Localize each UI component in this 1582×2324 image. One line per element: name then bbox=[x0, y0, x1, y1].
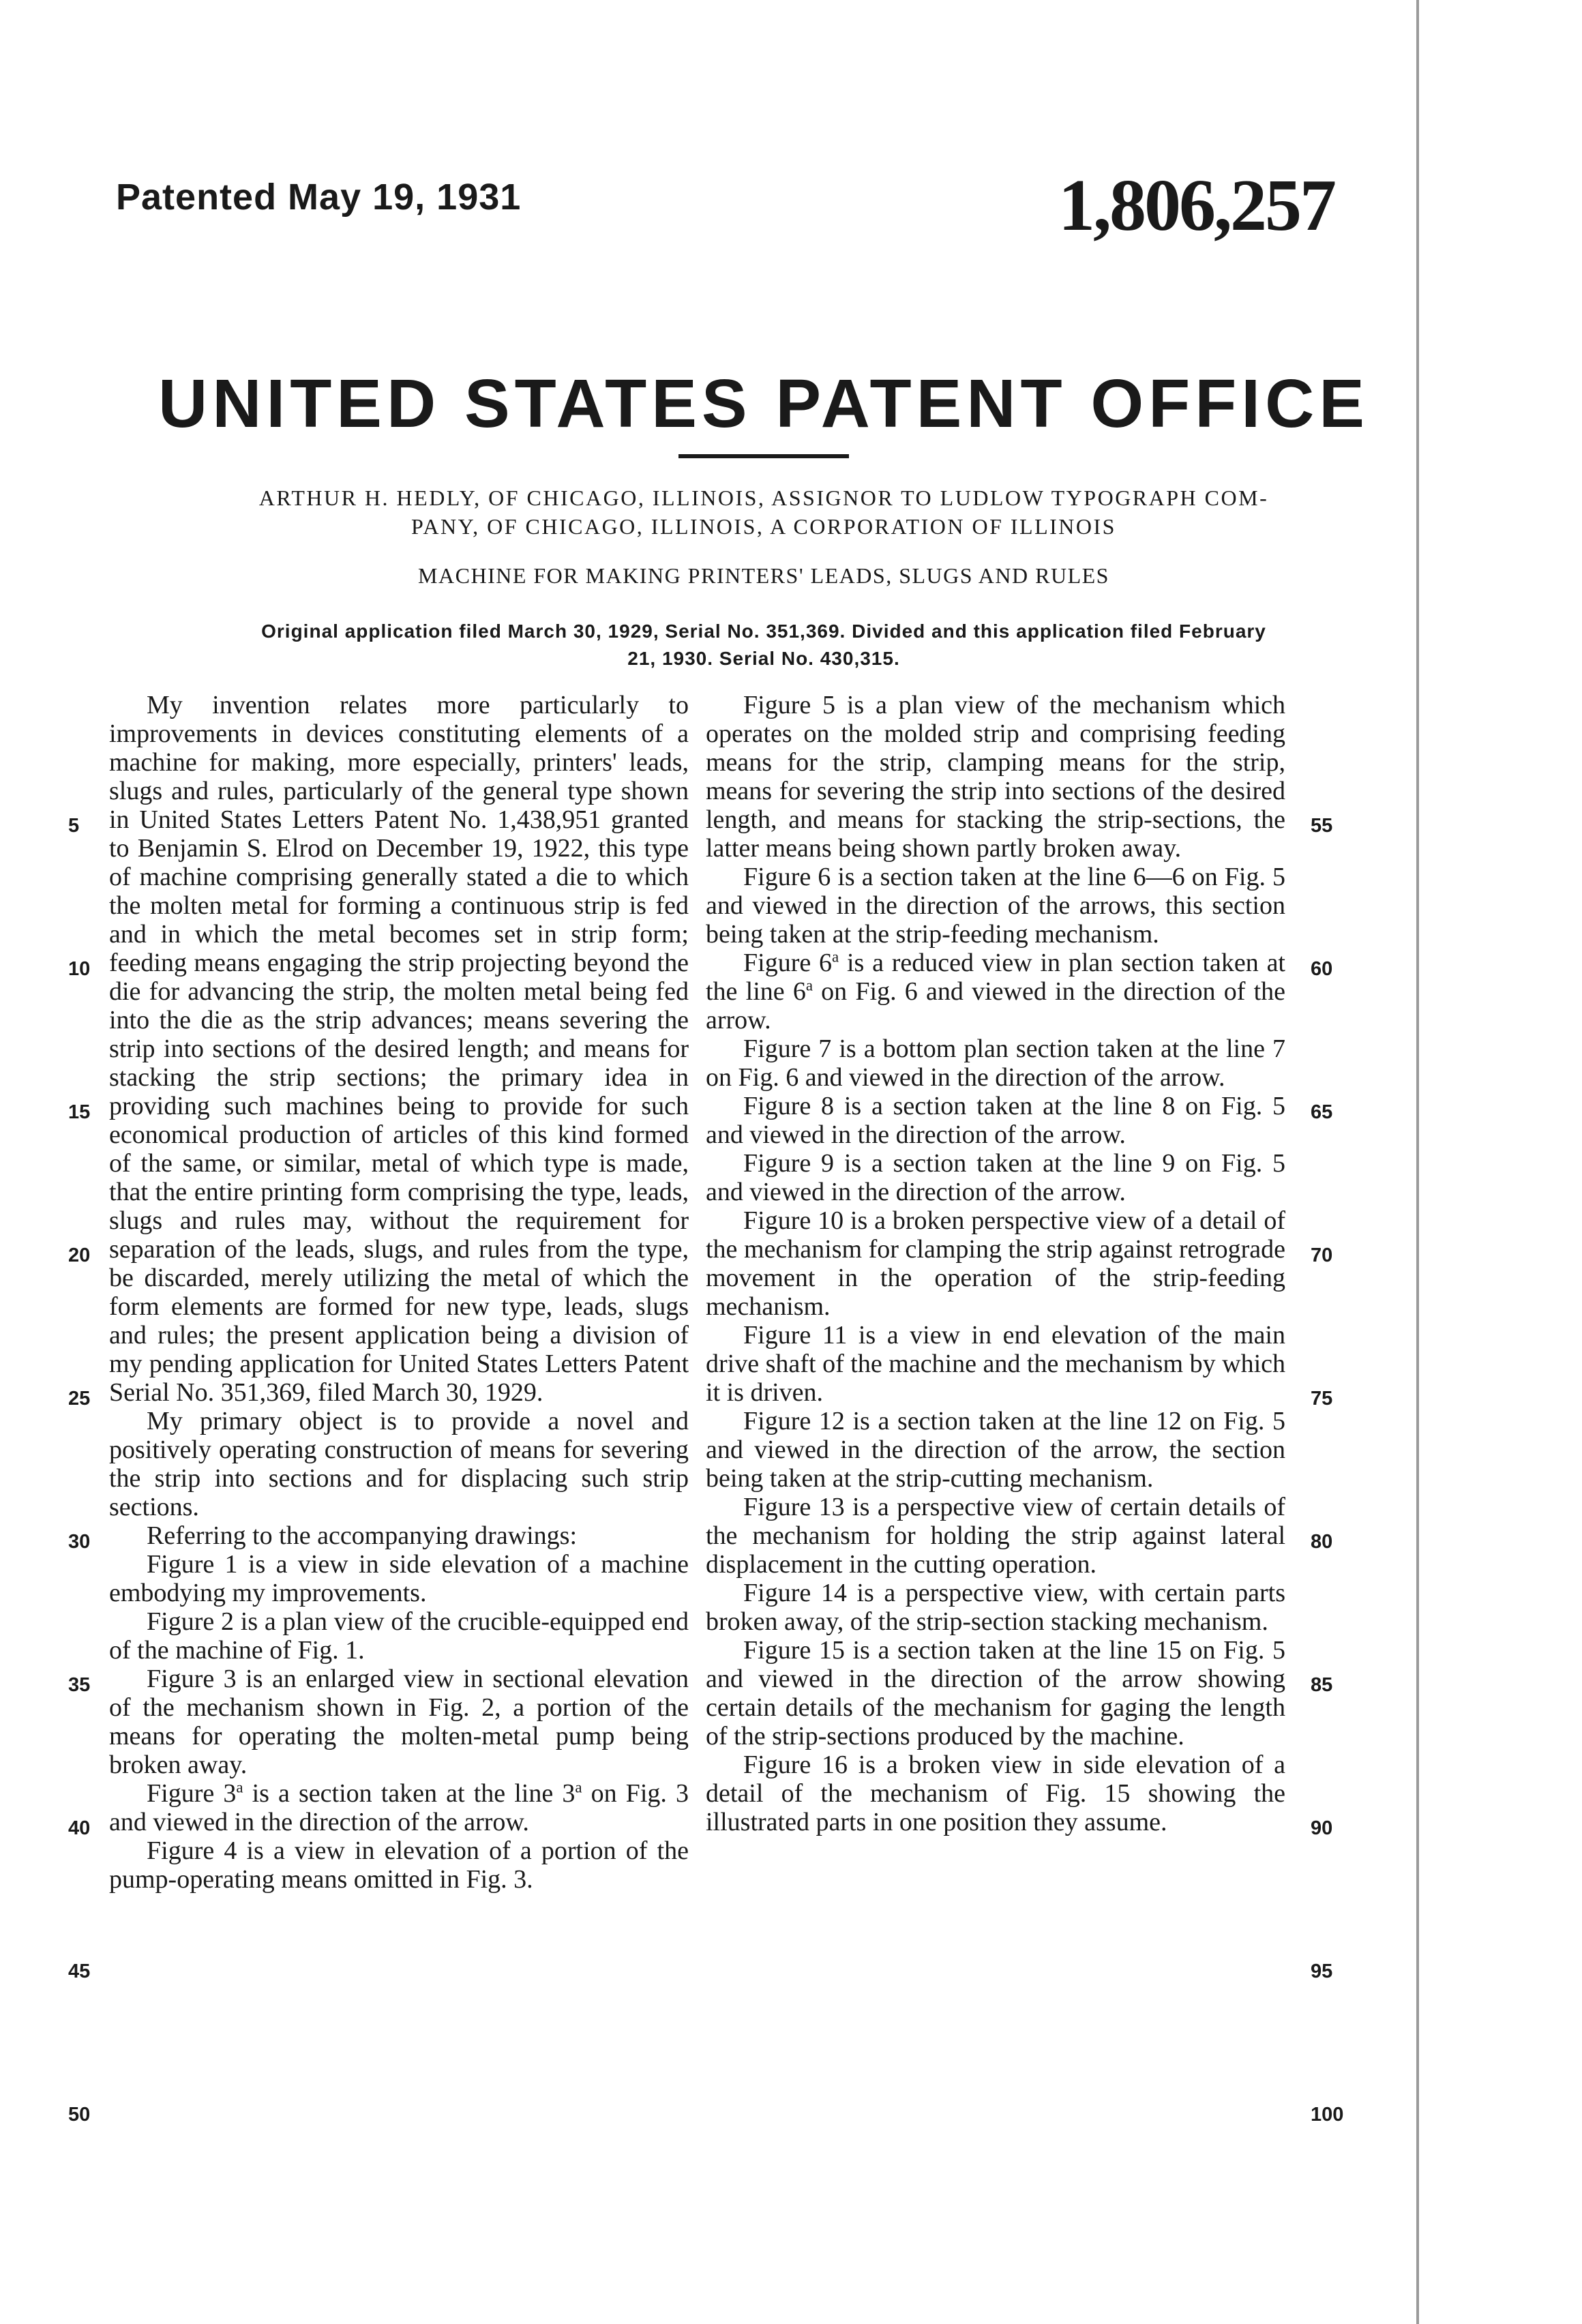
line-number: 95 bbox=[1311, 1961, 1333, 1982]
paragraph: Figure 8 is a section taken at the line 8 on Fig. 5 and viewed in the direction of the arrow. bbox=[706, 1092, 1285, 1149]
line-number: 90 bbox=[1311, 1817, 1333, 1839]
line-number: 50 bbox=[68, 2104, 91, 2126]
invention-title: MACHINE FOR MAKING PRINTERS' LEADS, SLUGS AND RULES bbox=[418, 563, 1109, 588]
paragraph: Figure 4 is a view in elevation of a portion of the pump-operating means omitted in Fig. 3. bbox=[109, 1836, 689, 1894]
paragraph: My invention relates more particularly to improvements in devices constituting elements of a machine for making, more especially, printers' leads, slugs and rules, particularly of the general type shown in United States Letters Patent No. 1,438,951 granted to Benjamin S. Elrod on December 19, 1922, this type of machine comprising generally stated a die to which the molten metal for forming a continuous strip is fed and in which the metal becomes set in strip form; feeding means engaging the strip projecting beyond the die for advancing the strip, the molten metal being fed into the die as the strip advances; means severing the strip into sections of the desired length; and means for stacking the strip sections; the primary idea in providing such machines being to provide for such economical production of articles of this kind formed of the same, or similar, metal of which type is made, that the entire printing form comprising the type, leads, slugs and rules may, without the requirement for separation of the leads, slugs, and rules from the type, be discarded, merely utilizing the metal of which the form elements are formed for new type, leads, slugs and rules; the present application being a division of my pending application for United States Letters Patent Serial No. 351,369, filed March 30, 1929. bbox=[109, 691, 689, 1407]
paragraph: Figure 7 is a bottom plan section taken at the line 7 on Fig. 6 and viewed in the direction of the arrow. bbox=[706, 1034, 1285, 1092]
paragraph: Figure 3$^a$ is a section taken at the line 3$^a$ on Fig. 3 and viewed in the direction of the arrow. bbox=[109, 1778, 689, 1836]
line-number: 85 bbox=[1311, 1674, 1333, 1696]
left-column bbox=[109, 691, 689, 1894]
inventor-line-2: PANY, OF CHICAGO, ILLINOIS, A CORPORATION OF ILLINOIS bbox=[411, 514, 1116, 539]
paragraph: Figure 16 is a broken view in side elevation of a detail of the mechanism of Fig. 15 showing the illustrated parts in one position they assume. bbox=[706, 1751, 1285, 1836]
line-number: 75 bbox=[1311, 1388, 1333, 1410]
paragraph: Figure 14 is a perspective view, with certain parts broken away, of the strip-section stacking mechanism. bbox=[706, 1579, 1285, 1636]
line-number: 65 bbox=[1311, 1101, 1333, 1123]
line-number: 35 bbox=[68, 1674, 91, 1696]
paragraph: Figure 6$^a$ is a reduced view in plan section taken at the line 6$^a$ on Fig. 6 and viewed in the direction of the arrow. bbox=[706, 948, 1286, 1034]
paragraph: Figure 6 is a section taken at the line 6—6 on Fig. 5 and viewed in the direction of the arrows, this section being taken at the strip-feeding mechanism. bbox=[706, 863, 1285, 949]
line-number: 10 bbox=[68, 958, 91, 980]
line-number: 55 bbox=[1311, 815, 1333, 837]
paragraph: Figure 2 is a plan view of the crucible-equipped end of the machine of Fig. 1. bbox=[109, 1607, 689, 1665]
line-number: 5 bbox=[68, 815, 80, 837]
paragraph: Figure 15 is a section taken at the line 15 on Fig. 5 and viewed in the direction of the arrow showing certain details of the mechanism for gaging the length of the strip-sections produced by the machine. bbox=[706, 1636, 1285, 1751]
paragraph: Figure 5 is a plan view of the mechanism which operates on the molded strip and comprising feeding means for the strip, clamping means for the strip, means for severing the strip into sections of the desired length, and means for stacking the strip-sections, the latter means being shown partly broken away. bbox=[706, 691, 1285, 863]
paragraph: Figure 3 is an enlarged view in sectional elevation of the mechanism shown in Fig. 2, a portion of the means for operating the molten-metal pump being broken away. bbox=[109, 1665, 689, 1779]
line-number: 25 bbox=[68, 1388, 91, 1410]
paragraph: My primary object is to provide a novel and positively operating construction of means for severing the strip into sections and for displacing such strip sections. bbox=[109, 1407, 689, 1521]
line-number: 15 bbox=[68, 1101, 91, 1123]
filing-line-1: Original application filed March 30, 1929, Serial No. 351,369. Divided and this application filed February bbox=[261, 621, 1266, 642]
paragraph: Figure 9 is a section taken at the line 9 on Fig. 5 and viewed in the direction of the arrow. bbox=[706, 1149, 1285, 1206]
line-number: 30 bbox=[68, 1531, 91, 1553]
line-number: 20 bbox=[68, 1245, 91, 1266]
patented-date: Patented May 19, 1931 bbox=[116, 177, 522, 218]
line-number: 40 bbox=[68, 1817, 91, 1839]
paragraph: Figure 11 is a view in end elevation of the main drive shaft of the machine and the mechanism by which it is driven. bbox=[706, 1321, 1285, 1407]
heading-rule bbox=[678, 454, 849, 458]
line-number: 70 bbox=[1311, 1245, 1333, 1266]
paragraph: Referring to the accompanying drawings: bbox=[147, 1521, 578, 1550]
patent-number: 1,806,257 bbox=[1058, 165, 1334, 246]
paragraph: Figure 10 is a broken perspective view of a detail of the mechanism for clamping the strip against retrograde movement in the operation of the strip-feeding mechanism. bbox=[706, 1206, 1285, 1321]
paragraph: Figure 1 is a view in side elevation of a machine embodying my improvements. bbox=[109, 1550, 689, 1607]
line-number: 60 bbox=[1311, 958, 1333, 980]
page-edge-rule bbox=[1416, 0, 1419, 2324]
paragraph: Figure 13 is a perspective view of certain details of the mechanism for holding the strip against lateral displacement in the cutting operation. bbox=[706, 1493, 1285, 1579]
line-number: 100 bbox=[1311, 2104, 1344, 2126]
paragraph: Figure 12 is a section taken at the line 12 on Fig. 5 and viewed in the direction of the arrow, the section being taken at the strip-cutting mechanism. bbox=[706, 1407, 1285, 1493]
line-number: 45 bbox=[68, 1961, 91, 1982]
filing-line-2: 21, 1930. Serial No. 430,315. bbox=[627, 648, 900, 669]
office-heading: UNITED STATES PATENT OFFICE bbox=[158, 366, 1369, 442]
right-column bbox=[706, 691, 1285, 1836]
inventor-line-1: ARTHUR H. HEDLY, OF CHICAGO, ILLINOIS, ASSIGNOR TO LUDLOW TYPOGRAPH COM- bbox=[258, 486, 1269, 510]
line-number: 80 bbox=[1311, 1531, 1333, 1553]
